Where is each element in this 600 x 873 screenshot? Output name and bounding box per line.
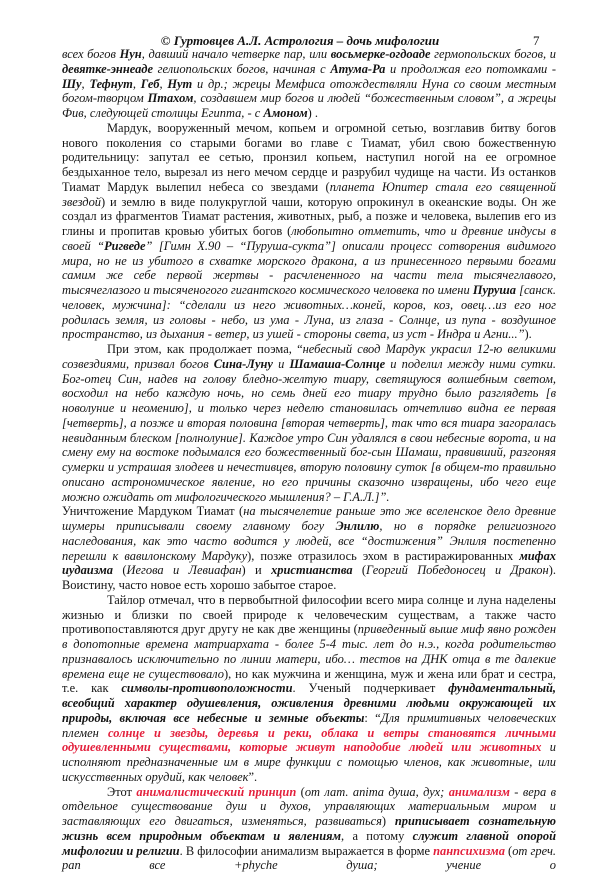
emphasized-term: Шу xyxy=(62,77,82,91)
page-header-title: © Гуртовцев А.Л. Астрология – дочь мифологии xyxy=(0,33,600,49)
text-run: ), но как мужчина и женщина, муж и жена или брат и сестра, т.е. как xyxy=(62,667,556,696)
text-run: Мардук, вооруженный мечом, копьем и огромной сетью, возглавив битву богов нового поколения со старыми богами во главе с Тиамат, убил свою божественную родительницу: запутал ее сетью, пронзил копьем, наступил ногой на ее огромное бездыханное тело, вырезал из него мечом сердце и разрубил чудище на части. Из останков Тиамат Мардук вылепил небеса со звездами ( xyxy=(62,121,556,194)
paragraph xyxy=(62,121,556,342)
emphasized-term: Сина-Луну xyxy=(214,357,273,371)
page-number: 7 xyxy=(533,33,540,49)
text-run: ). xyxy=(525,327,532,341)
text-run: Уничтожение Мардуком Тиамат ( xyxy=(62,504,243,518)
highlighted-term: солнце и звезды, деревья и реки, облака и ветры становятся личными одушевленными существами, которые живут наподобие людей или животных xyxy=(62,726,556,755)
emphasized-term: Ригведе xyxy=(104,239,145,253)
paragraph xyxy=(62,504,556,593)
emphasized-term: Геб xyxy=(141,77,160,91)
text-run: на тысячелетие раньше это же вселенское дело древние шумеры приписывали своему главному богу xyxy=(62,504,556,533)
emphasized-term: Энлилю xyxy=(336,519,380,533)
text-run: гелиопольских богов, начиная с xyxy=(153,62,330,76)
emphasized-term: Амоном xyxy=(263,106,307,120)
text-run: . В философии анимализм выражается в форме xyxy=(180,844,434,858)
emphasized-term: Нут xyxy=(167,77,192,91)
text-run: всех богов xyxy=(62,47,120,61)
text-run: : “ xyxy=(364,711,380,725)
emphasized-term: восьмерке-огдоаде xyxy=(331,47,431,61)
text-run: , xyxy=(133,77,141,91)
paragraph xyxy=(62,593,556,785)
text-run: ( xyxy=(505,844,512,858)
paragraph xyxy=(62,785,556,873)
text-run: Этот xyxy=(107,785,136,799)
text-run: , давший начало четверке пар, или xyxy=(142,47,331,61)
text-run: и продолжая его потомками - xyxy=(385,62,556,76)
text-run: и исполняют предназначенные им в мире функции с помощью членов, как животные, или искусственных орудий, как человек xyxy=(62,740,556,784)
emphasized-term: Тефнут xyxy=(89,77,132,91)
emphasized-term: приписывает сознательную жизнь всем природным объектам и явлениям xyxy=(62,814,556,843)
emphasized-term: мифах иудаизма xyxy=(62,549,556,578)
highlighted-term: панпсихизма xyxy=(433,844,505,858)
paragraph xyxy=(62,47,556,121)
text-run: небесный свод Мардук украсил 12-ю великими созвездиями, призвал богов xyxy=(62,342,556,371)
emphasized-term: Нун xyxy=(120,47,142,61)
text-run: , а потому xyxy=(341,829,413,843)
text-run: Тайлор отмечал, что в первобытной философии всего мира солнце и луна наделены жизнью и близки по своей природе к человеческим существам, а также часто противопоставляются друг другу не как две женщины ( xyxy=(62,593,556,637)
emphasized-term: фундаментальный, всеобщий характер одушевления, оживления древними людьми окружающей их природы, включая все небесные и земные объекты xyxy=(62,681,556,725)
text-run: ) и землю в виде полукруглой чаши, которую опрокинул в океанские воды. Он же создал из фрагментов Тиамат растения, животных, рыб, а позже и человека, вылепив его из глины и пропитав кровью убитых богов ( xyxy=(62,195,556,239)
emphasized-term: служит главной опорой мифологии и религии xyxy=(62,829,556,858)
text-run: , создавшем мир богов и людей “божественным словом”, а жрецы Фив, следующей столицы Египта, - с xyxy=(62,91,556,120)
text-run: ) . xyxy=(308,106,318,120)
text-run: ), позже отразилось эхом в растиражированных xyxy=(247,549,519,563)
text-run: ( xyxy=(353,563,367,577)
text-run: , xyxy=(159,77,167,91)
text-run: ”. xyxy=(248,770,257,784)
document-body xyxy=(62,47,556,873)
text-run: приведенный выше миф явно рожден в допотопные времена матриархата - более 5-4 тыс. лет до н.э., когда родительство признавалось исключительно по линии матери, ибо… тестов на ДНК отца в те далекие времена еще не существовало xyxy=(62,622,556,680)
emphasized-term: Пуруша xyxy=(473,283,516,297)
emphasized-term: Атума-Ра xyxy=(330,62,385,76)
text-run: , xyxy=(82,77,90,91)
text-run: ) и xyxy=(242,563,272,577)
text-run: , но в порядке религиозного наследования, как это часто водится у людей, все “достижения” Энлиля постепенно перешли к вавилонскому Мардуку xyxy=(62,519,556,563)
paragraph xyxy=(62,342,556,504)
emphasized-term: Птахом xyxy=(148,91,194,105)
text-run: Георгий Победоносец и Дракон xyxy=(366,563,549,577)
text-run: планета Юпитер стала его священной звездой xyxy=(62,180,556,209)
text-run: от лат. anima душа, дух; xyxy=(305,785,449,799)
text-run: Иегова и Левиафан xyxy=(127,563,242,577)
emphasized-term: христианства xyxy=(271,563,352,577)
text-run: любопытно отметить, что и древние индусы в своей “ xyxy=(62,224,556,253)
emphasized-term: Шамаша-Солнце xyxy=(289,357,385,371)
text-run: и xyxy=(273,357,289,371)
highlighted-term: анимализм xyxy=(449,785,510,799)
text-run: ( xyxy=(296,785,305,799)
text-run: гермопольских богов, и xyxy=(431,47,557,61)
text-run: При этом, как продолжает поэма, “ xyxy=(107,342,303,356)
text-run: [санск. человек, мужчина]: “сделали из него животных…коней, коров, коз, овец…из его ног родилась земля, из головы - небо, из ума - Луна, из глаза - Солнце, из пупа - воздушное пространство, из дыхания - ветер, из ушей - стороны света, из уст - Индра и Агни...” xyxy=(62,283,556,341)
text-run: Для примитивных человеческих племен xyxy=(62,711,556,740)
text-run: ). Воистину, часто новое есть хорошо забытое старое. xyxy=(62,563,556,592)
highlighted-term: анималистический принцип xyxy=(136,785,296,799)
text-run: ( xyxy=(113,563,127,577)
emphasized-term: символы-противоположности xyxy=(121,681,292,695)
text-run: . Ученый подчеркивает xyxy=(293,681,449,695)
text-run: ) xyxy=(382,814,395,828)
text-run: и поделил между ними сутки. Бог-отец Син, надев на голову бледно-желтую тиару, светящуюся волшебным светом, восходил на небо каждую ночь, но семь дней его тиару трудно было разглядеть [в новолуние и неомению], и только через неделю становилась отчетливо видна ее первая [четверть], а позже и вторая половина [вторая четверть], так что вся тиара загоралась невиданным блеском [полнолуние]. Каждое утро Син удалялся в свои небесные ворота, и на смену ему на востоке подымался его божественный бог-сын Шамаш, правивший, разгоняя сумерки и устрашая злодеев и нечестивцев, вторую половину суток [в общем-то правильно описано астрономическое явление, но его причины сказочно извращены, ибо чего еще можно ожидать от мифологического мышления? – Г.А.Л.]”. xyxy=(62,357,556,504)
text-run: от греч. pan все +phyche душа; учение о xyxy=(62,844,556,873)
emphasized-term: девятке-эннеаде xyxy=(62,62,153,76)
text-run: - вера в отдельное существование душ и духов, управляющих материальным миром и заставляющих его двигаться, изменяться, развиваться xyxy=(62,785,556,829)
text-run: и др.; жрецы Мемфиса отождествляли Нуна со своим местным богом-творцом xyxy=(62,77,556,106)
text-run: ” [Гимн X.90 – “Пуруша-сукта”] описали процесс сотворения видимого мира, но не из убитого в схватке морского дракона, а из принесенного первыми богами самим же себе первой жертвы - расчлененного на части тела тысячеглавого, тысячеглазого и тысяченогого гигантского космического человека по имени xyxy=(62,239,556,297)
